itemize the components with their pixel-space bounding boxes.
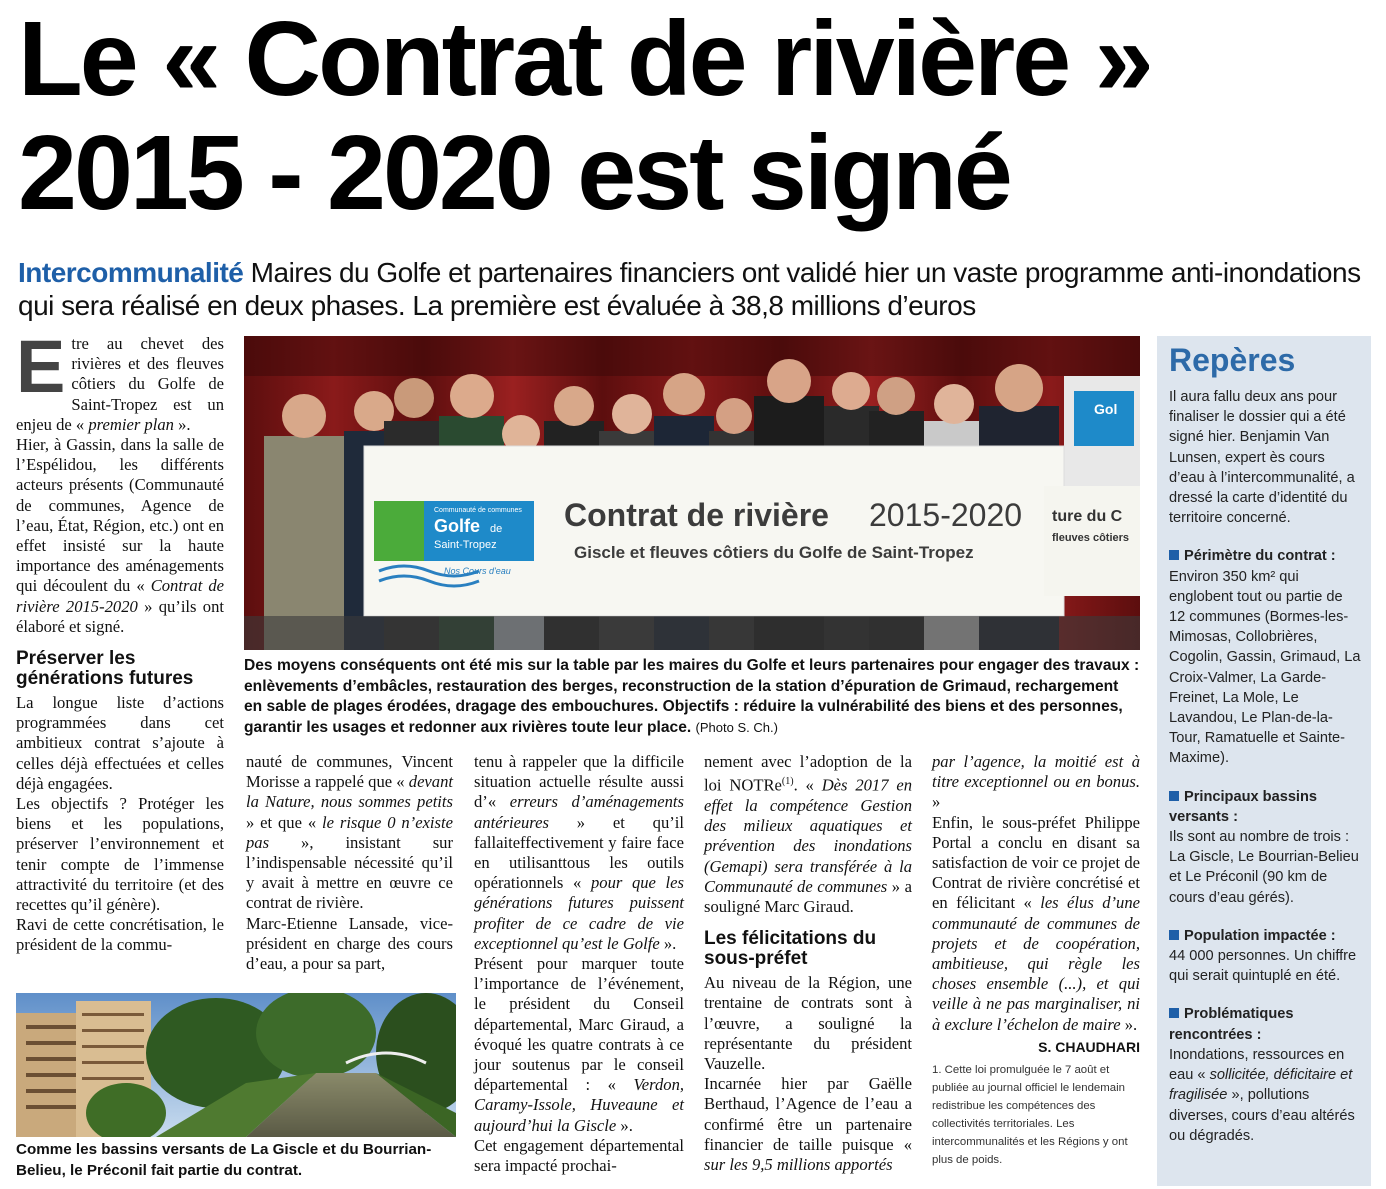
intertitle-sous-prefet: Les félicitations du sous-préfet — [704, 928, 877, 970]
column-2 — [246, 752, 453, 974]
c4-t3: » a souligné Marc Giraud. — [704, 876, 912, 916]
c2-t3: », insistant sur l’indispensable nécessité qu’il y avait à mettre en œuvre ce contrat de rivière. — [246, 832, 453, 913]
banner-logo-small: Communauté de communes — [434, 507, 522, 514]
c2-t1: nauté de communes, Vincent Morisse a rappelé que « — [246, 752, 453, 792]
river-photo — [16, 993, 456, 1137]
main-photo-image — [244, 336, 1140, 650]
c5-e2: les élus d’une communauté de communes de projets et de coopération, ambitieuse, qui règle les choses ensemble (...), et qui veille à ne pas marginaliser, ni à exclure l’échelon de maire — [932, 893, 1140, 1034]
sidebar-body-problematiques — [1169, 1045, 1361, 1146]
c4-e1: Dès 2017 en effet la compétence Gestion des milieux aquatiques et prévention des inondations (Gemapi) sera transférée à la Communauté de communes — [704, 775, 913, 896]
c4-t5: Incarnée hier par Gaëlle Berthaud, l’Agence de l’eau a confirmé être un partenaire financier de taille puisque « — [704, 1074, 912, 1154]
c4-t1: nement avec l’adoption de la loi NOTRe — [704, 752, 912, 795]
body-em: sollicitée, déficitaire et fragilisée — [1169, 1067, 1353, 1104]
body-post: », pollutions diverses, cours d’eau altérés ou dégradés. — [1169, 1087, 1355, 1144]
c2-t4: Marc-Etienne Lansade, vice-président en charge des cours d’eau, a pour sa part, — [246, 913, 453, 974]
column-5 — [932, 752, 1140, 1169]
square-bullet-icon — [1169, 930, 1179, 940]
banner-logo-de: de — [490, 523, 503, 535]
reperes-sidebar — [1157, 336, 1371, 1186]
sidebar-body-perimetre: Environ 350 km² qui englobent tout ou partie de 12 communes (Bormes-les-Mimosas, Collobrières, Cogolin, Gassin, Grimaud, La Croix-Valmer, La Garde-Freinet, La Mole, Le Lavandou, Le Plan-de-la-Tour, Ramatuelle et Sainte-Maxime). — [1169, 568, 1361, 767]
river-caption: Comme les bassins versants de La Giscle et du Bourrian-Belieu, le Préconil fait partie du contrat. — [16, 1141, 432, 1179]
c3-e3: Verdon, Caramy-Issole, Huveaune et aujourd’hui la Giscle — [474, 1075, 685, 1135]
square-bullet-icon — [1169, 791, 1179, 801]
photo-credit: (Photo S. Ch.) — [695, 719, 778, 735]
c5-t1: » — [932, 792, 941, 812]
sidebar-body-bassins: Ils sont au nombre de trois : La Giscle, Le Bourrian-Belieu et Le Préconil (90 km de cours d’eau gérés). — [1169, 829, 1359, 906]
c4-e2: sur les 9,5 millions apportés — [704, 1154, 893, 1174]
signature: S. CHAUDHARI — [1038, 1038, 1140, 1055]
subhead-kicker: Intercommunalité — [18, 257, 244, 288]
c3-t6: Cet engagement départemental sera impacté prochai- — [474, 1135, 684, 1176]
heading-text: Périmètre du contrat : — [1184, 548, 1336, 565]
side-banner-text-2: fleuves côtiers — [1052, 532, 1130, 544]
heading-text: Population impactée : — [1184, 927, 1336, 944]
subhead — [18, 256, 1378, 322]
main-caption — [244, 656, 1140, 738]
c3-t4: Présent pour marquer toute l’importance de l’événement, le président du Conseil départemental, Marc Giraud, a évoqué les quatre contrats à ce jour soutenus par le conseil départemental : « — [474, 954, 684, 1095]
sidebar-body-population: 44 000 personnes. Un chiffre qui serait quintuplé en été. — [1169, 948, 1357, 985]
sidebar-heading-population — [1169, 926, 1361, 946]
lead-end: ». — [178, 414, 191, 434]
heading-text: Principaux bassins versants : — [1169, 788, 1318, 825]
subhead-text: Maires du Golfe et partenaires financiers ont validé hier un vaste programme anti-inondations qui sera réalisé en deux phases. La première est évaluée à 38,8 millions d’euros — [18, 257, 1361, 321]
para-2-end: » qu’ils ont élaboré et signé. — [16, 596, 224, 636]
para-2: Hier, à Gassin, dans la salle de l’Espélidou, les différents acteurs présents (Communauté de communes, Agence de l’eau, État, Région, etc.) ont en effet insisté sur la haute importance des aménagements qui découlent du « — [16, 435, 224, 596]
square-bullet-icon — [1169, 1008, 1179, 1018]
c5-e1: par l’agence, la moitié est à titre exceptionnel ou en bonus. — [932, 752, 1140, 792]
square-bullet-icon — [1169, 550, 1179, 560]
c3-e1: erreurs d’aménagements antérieures — [474, 792, 684, 832]
c5-t2: Enfin, le sous-préfet Philippe Portal a conclu en disant sa satisfaction de voir ce projet de Contrat de rivière concrétisé et en félicitant « — [932, 812, 1140, 913]
headline: Le « Contrat de rivière » 2015 - 2020 est signé — [18, 0, 1151, 232]
para-4: Les objectifs ? Protéger les biens et les populations, préserver l’environnement et tenir compte de l’immense attractivité du territoire (et des recettes qu’il génère). — [16, 794, 224, 915]
c3-t1: tenu à rappeler que la difficile situation actuelle résulte aussi d’« — [474, 752, 684, 812]
column-1 — [16, 325, 225, 956]
lead-emphasis: premier plan — [88, 414, 174, 434]
banner-logo-name: Golfe — [434, 516, 481, 536]
banner-title: Contrat de rivière — [564, 497, 829, 533]
heading-text: Problématiques rencontrées : — [1169, 1006, 1294, 1043]
c4-t4: Au niveau de la Région, une trentaine de contrats sont à l’œuvre, a souligné la représentante du président Vauzelle. — [704, 973, 912, 1073]
side-logo-text: Gol — [1094, 401, 1118, 417]
c2-t2: » et que « — [246, 812, 317, 832]
c3-t3: ». — [663, 933, 677, 953]
banner-years: 2015-2020 — [869, 497, 1023, 533]
side-banner-text: ture du C — [1052, 508, 1123, 525]
footnote: 1. Cette loi promulguée le 7 août et publiée au journal officiel le lendemain redistribue les compétences des collectivités territoriales. Les intercommunalités et les Régions y ont plus de poids. — [932, 1064, 1128, 1167]
river-photo-image — [16, 993, 456, 1137]
para-5: Ravi de cette concrétisation, le président de la commu- — [16, 915, 224, 955]
column-4 — [704, 752, 912, 1175]
c3-t5: ». — [620, 1115, 633, 1135]
para-3: La longue liste d’actions programmées dans cet ambitieux contrat s’ajoute à celles déjà effectuées et celles déjà engagées. — [16, 693, 224, 793]
main-caption-text: Des moyens conséquents ont été mis sur la table par les maires du Golfe et leurs partenaires pour engager des travaux : enlèvements d’embâcles, restauration des berges, reconstruction de la station d’épuration de Grimaud, rechargement en sable de plages érodées, dragage des embouchures. Objectifs : réduire la vulnérabilité des biens et des personnes, garantir les usages et redonner aux rivières toute leur place. — [244, 657, 1140, 736]
banner-logo-tag: Nos Cours d'eau — [444, 566, 511, 576]
body-pre: Inondations, ressources en eau « — [1169, 1046, 1345, 1084]
sidebar-intro: Il aura fallu deux ans pour finaliser le dossier qui a été signé hier. Benjamin Van Lunsen, expert ès cours d’eau à l’intercommunalité, a dressé la carte d’identité du territoire concerné. — [1169, 389, 1355, 527]
intertitle-generations: Préserver les générations futures — [16, 648, 194, 690]
column-3 — [474, 752, 684, 1176]
sidebar-heading-problematiques — [1169, 1004, 1361, 1044]
sidebar-heading-perimetre — [1169, 546, 1361, 566]
banner-subtitle: Giscle et fleuves côtiers du Golfe de Saint-Tropez — [574, 543, 974, 562]
c3-t2: » et qu’il fallaiteffectivement y faire face en utilisanttous les outils opérationnels « — [474, 812, 684, 893]
c3-e2: pour que les générations futures puissent profiter de ce cadre de vie exceptionnel qu’est le Golfe — [474, 873, 684, 953]
dropcap: E — [16, 325, 66, 408]
c4-t2: . « — [793, 775, 814, 795]
lead-text: tre au chevet des rivières et des fleuves côtiers du Golfe de Saint-Tropez est un enjeu de « — [16, 334, 224, 434]
para-2-emphasis: Contrat de rivière 2015-2020 — [16, 576, 225, 616]
sidebar-title: Repères — [1169, 342, 1296, 378]
main-photo — [244, 336, 1140, 650]
sidebar-heading-bassins — [1169, 787, 1361, 827]
c2-e2: le risque 0 n’existe pas — [246, 812, 453, 852]
footnote-ref: (1) — [781, 776, 794, 788]
c2-e1: devant la Nature, nous sommes petits — [246, 772, 453, 812]
banner-logo-place: Saint-Tropez — [434, 539, 497, 551]
c5-t3: ». — [1124, 1014, 1138, 1034]
